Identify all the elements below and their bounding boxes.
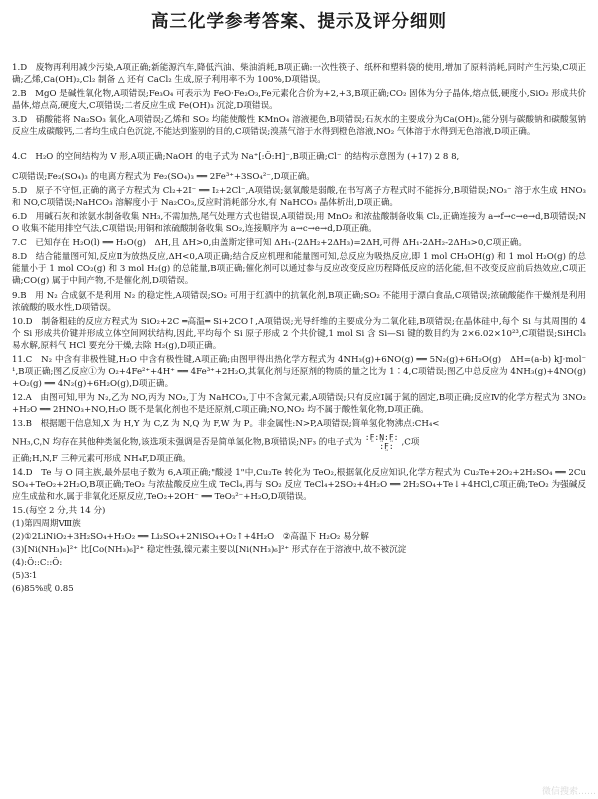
- answer-q15-1: (1)第四周期Ⅷ族: [12, 519, 81, 529]
- answer-q6: 6.D 用碱石灰和浓氨水制备收集 NH₃,不需加热,尾气处理方式也错误,A项错误;用 MnO₂ 和浓盐酸制备收集 Cl₂,正确连接为 a→f→c→e→d,B项错误;NO 收集不能用排空气法,C项错误;用铜和浓硫酸制备收集 SO₂,连接顺序为 a→c→e→d,D项正确。: [12, 211, 586, 235]
- answer-q12: 12.A 由图可知,甲为 N₂,乙为 NO,丙为 NO₂,丁为 NaHCO₃,丁中不含氮元素,A项错误;只有反应Ⅰ属于氮的固定,B项正确;反应Ⅳ的化学方程式为 3NO₂+H₂O ══ 2HNO₃+NO,H₂O 既不是氧化剂也不是还原剂,C项正确;NO,NO₂ 均不属于酸性氧化物,D项正确。: [12, 393, 586, 416]
- nf3-electron-formula: :F̤:N̤:F̤: :F̤:: [364, 432, 399, 451]
- answer-q13-line1: 13.B 根据题干信息知,X 为 H,Y 为 C,Z 为 N,Q 为 F,W 为 P。非金属性:N>P,A项错误;简单氢化物沸点:CH₄<: [12, 419, 440, 430]
- answer-q1: 1.D 废物再利用减少污染,A项正确;新能源汽车,降低汽油、柴油消耗,B项正确:一次性筷子、纸杯和塑料袋的使用,增加了原料消耗,同时产生污染,C项正确;乙烯,Ca(OH)₂,Cl₂ 制备 △ 还有 CaCl₂ 生成,原子利用率不为 100%,D项错误。: [12, 63, 586, 86]
- answer-q8: 8.D 结合能量图可知,反应Ⅱ为放热反应,ΔH<0,A项正确;结合反应机理和能量图可知,总反应为吸热反应,即 1 mol CH₃OH(g) 和 1 mol H₂O(g) 的总能量小于 1 mol CO₂(g) 和 3 mol H₂(g) 的总能量,B项正确;催化剂可以通过参与反应改变反应历程降低反应的活化能,但不改变反应前后热效应,C项正确;CO(g) 属于中间产物,不是催化剂,D项错误。: [12, 252, 586, 287]
- answer-q15-3: (3)[Ni(NH₃)₆]²⁺ 比[Co(NH₃)₆]²⁺ 稳定性强,镍元素主要以[Ni(NH₃)₆]²⁺ 形式存在于溶液中,故不被沉淀: [12, 545, 407, 556]
- answer-body: [12, 62, 586, 597]
- answer-q4-line1: 4.C H₂O 的空间结构为 V 形,A项正确;NaOH 的电子式为 Na⁺[:Ö:H]⁻,B项正确;Cl⁻ 的结构示意图为 (+17) 2 8 8,: [12, 151, 460, 162]
- answer-q7: 7.C 已知存在 H₂O(l) ══ H₂O(g) ΔH,且 ΔH>0,由盖斯定律可知 ΔH₁-(2ΔH₂+2ΔH₃)=2ΔH,可得 ΔH₁-2ΔH₂-2ΔH₃>0,C项正确。: [12, 238, 527, 249]
- answer-q15-6: (6)85%或 0.85: [12, 584, 74, 595]
- answer-q4-line2: C项错误;Fe₂(SO₄)₃ 的电离方程式为 Fe₂(SO₄)₃ ══ 2Fe³⁺+3SO₄²⁻,D项正确。: [12, 171, 315, 182]
- answer-q15-2: (2)①2LiNiO₂+3H₂SO₄+H₂O₂ ══ Li₂SO₄+2NiSO₄+O₂↑+4H₂O ②高温下 H₂O₂ 易分解: [12, 532, 369, 543]
- answer-q15-4: (4):Ö::C::Ö:: [12, 558, 63, 569]
- watermark-text: 微信搜索……: [541, 787, 596, 797]
- answer-q13-line3: 正确;H,N,F 三种元素可形成 NH₄F,D项正确。: [12, 453, 191, 464]
- answer-q10: 10.D 制备粗硅的反应方程式为 SiO₂+2C ═高温═ Si+2CO↑,A项错误;光导纤维的主要成分为二氧化硅,B项错误;在晶体硅中,每个 Si 与其周围的 4 个 Si 形成共价键并形成立体空间网状结构,因此,平均每个 Si 原子形成 2 个共价键,1 mol Si 含 Si—Si 键的数目约为 2×6.02×10²³,C项错误;SiHCl₃ 易水解,原料气 HCl 要充分干燥,去除 H₂(g),D项正确。: [12, 316, 586, 351]
- answer-q9: 9.B 用 N₂ 合成氨不是利用 N₂ 的稳定性,A项错误;SO₂ 可用于红酒中的抗氧化剂,B项正确;SO₂ 不能用于漂白食品,C项错误;浓硫酸能作干燥剂是利用浓硫酸的吸水性,D项错误。: [12, 290, 586, 313]
- page-title: 高三化学参考答案、提示及评分细则: [151, 12, 447, 32]
- answer-q13-tail: ,C项: [401, 437, 420, 448]
- answer-q11: 11.C N₂ 中含有非极性键,H₂O 中含有极性键,A项正确;由图甲得出热化学方程式为 4NH₃(g)+6NO(g) ══ 5N₂(g)+6H₂O(g) ΔH=(a-b) kJ·mol⁻¹,B项正确;图乙反应①为 O₂+4Fe²⁺+4H⁺ ══ 4Fe³⁺+2H₂O,其氧化剂与还原剂的物质的量之比为 1∶4,C项错误;图乙中总反应为 4NH₃(g)+4NO(g)+O₂(g) ══ 4N₂(g)+6H₂O(g),D项正确。: [12, 354, 586, 390]
- answer-q5: 5.D 原子不守恒,正确的离子方程式为 Cl₂+2I⁻ ══ I₂+2Cl⁻,A项错误;氨氧酸是弱酸,在书写离子方程式时不能拆分,B项错误;NO₃⁻ 溶于水生成 HNO₃ 和 NO,C项错误;NaHCO₃ 溶解度小于 Na₂CO₃,反应时消耗部分水,有 NaHCO₃ 晶体析出,D项正确。: [12, 185, 586, 208]
- answer-q13-line2: [12, 433, 586, 451]
- answer-q3: 3.D 硝酸能将 Na₂SO₃ 氧化,A项错误;乙烯和 SO₂ 均能使酸性 KMnO₄ 溶液褪色,B项错误;石灰水的主要成分为Ca(OH)₂,能分别与碳酸钠和碳酸氢钠反应生成碳酸钙,二者均生成白色沉淀,不能达到鉴别的目的,C项错误;溴蒸气溶于水得到橙色溶液,NO₂ 气体溶于水得到无色溶液,D项正确。: [12, 115, 586, 138]
- answer-q2: 2.B MgO 是碱性氧化物,A项错误;Fe₃O₄ 可表示为 FeO·Fe₂O₃,Fe元素化合价为+2,+3,B项正确;CO₂ 固体为分子晶体,熔点低,硬度小,SiO₂ 形成共价晶体,熔点高,硬度大,C项错误;二者反应生成 Fe(OH)₃ 沉淀,D项错误。: [12, 89, 586, 112]
- answer-q14: 14.D Te 与 O 同主族,最外层电子数为 6,A项正确;"酸浸 1"中,Cu₂Te 转化为 TeO₂,根据氧化反应知识,化学方程式为 Cu₂Te+2O₂+2H₂SO₄ ══ 2CuSO₄+TeO₂+2H₂O,B项正确;TeO₂ 与浓盐酸反应生成 TeCl₄,再与 SO₂ 反应 TeCl₄+2SO₂+4H₂O ══ 2H₂SO₄+Te↓+4HCl,C项正确;TeO₂ 为强碱反应生成盐和水,属于非氧化还原反应,TeO₂+2OH⁻ ══ TeO₃²⁻+H₂O,D项错误。: [12, 467, 586, 502]
- answer-q15-head: 15.(每空 2 分,共 14 分): [12, 505, 106, 516]
- answer-q13-text: NH₃,C,N 均存在其他种类氢化物,该选项未强调是否是简单氢化物,B项错误;NF₃ 的电子式为: [12, 437, 362, 448]
- answer-q15-5: (5)3∶1: [12, 571, 38, 582]
